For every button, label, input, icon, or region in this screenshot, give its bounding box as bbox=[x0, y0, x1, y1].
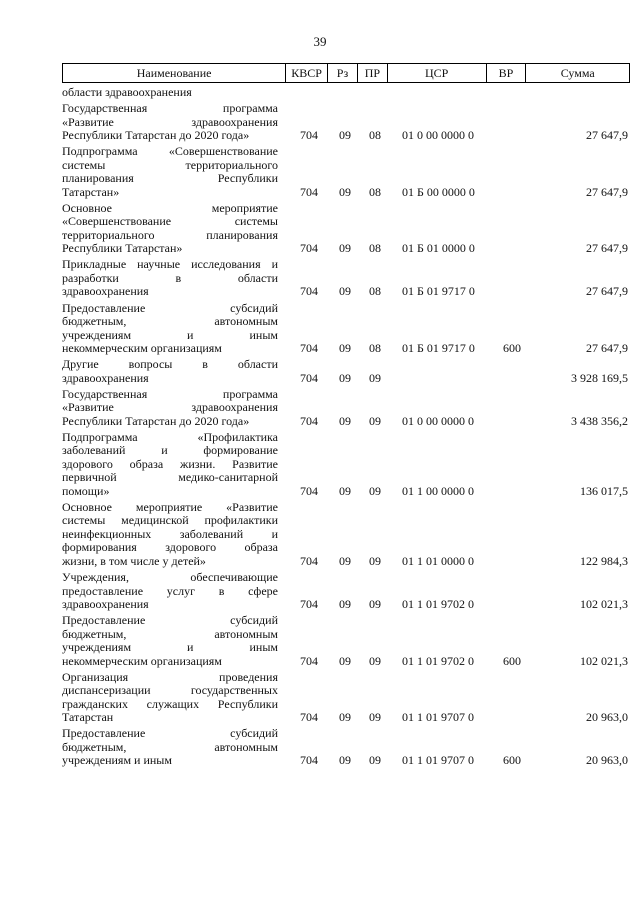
row-name-line: неинфекционных заболеваний и bbox=[62, 526, 278, 541]
row-name-line: Государственная программа bbox=[62, 386, 278, 401]
row-name bbox=[62, 571, 278, 612]
row-sum: 27 647,9 bbox=[586, 184, 628, 199]
header-name: Наименование bbox=[63, 64, 286, 82]
row-name-line: Другие вопросы в области bbox=[62, 357, 278, 372]
row-kvsr: 704 bbox=[300, 370, 318, 385]
row-name-line: Прикладные научные исследования и bbox=[62, 257, 278, 272]
row-name-line: бюджетным, автономным bbox=[62, 739, 278, 754]
row-rz: 09 bbox=[339, 710, 351, 725]
row-csr: 01 0 00 0000 0 bbox=[402, 128, 474, 143]
row-name-line: территориального планирования bbox=[62, 227, 278, 242]
row-rz: 09 bbox=[339, 341, 351, 355]
row-sum: 20 963,0 bbox=[586, 710, 628, 725]
row-name-line: Республики Татарстан до 2020 года» bbox=[62, 128, 250, 143]
row-name bbox=[62, 431, 278, 499]
row-pr: 09 bbox=[369, 710, 381, 725]
row-sum: 102 021,3 bbox=[580, 597, 628, 611]
row-csr: 01 1 01 9702 0 bbox=[402, 597, 474, 611]
row-name-line: Учреждения, обеспечивающие bbox=[62, 570, 278, 584]
row-name-line: Подпрограмма «Профилактика bbox=[62, 429, 278, 444]
row-sum: 27 647,9 bbox=[586, 284, 628, 299]
row-sum: 27 647,9 bbox=[586, 128, 628, 143]
row-sum: 136 017,5 bbox=[580, 483, 628, 498]
row-name-line: Предоставление субсидий bbox=[62, 613, 278, 628]
row-kvsr: 704 bbox=[300, 553, 318, 568]
row-name bbox=[62, 145, 278, 199]
row-sum: 3 928 169,5 bbox=[571, 370, 628, 385]
row-name bbox=[62, 258, 278, 299]
row-name-line: некоммерческим организациям bbox=[62, 341, 222, 355]
row-name-line: некоммерческим организациям bbox=[62, 653, 222, 668]
row-csr: 01 1 01 9707 0 bbox=[402, 753, 474, 768]
row-name-line: помощи» bbox=[62, 483, 110, 498]
row-name-line: жизни, в том числе у детей» bbox=[62, 553, 206, 568]
row-name-line: здравоохранения bbox=[62, 284, 149, 299]
row-pr: 08 bbox=[369, 341, 381, 355]
header-kvsr: КВСР bbox=[286, 64, 328, 82]
row-csr: 01 1 00 0000 0 bbox=[402, 483, 474, 498]
table-row bbox=[62, 86, 630, 100]
row-rz: 09 bbox=[339, 413, 351, 428]
row-name-line: области здравоохранения bbox=[62, 85, 192, 99]
row-rz: 09 bbox=[339, 184, 351, 199]
row-pr: 09 bbox=[369, 753, 381, 768]
table-row bbox=[62, 145, 630, 199]
row-name bbox=[62, 614, 278, 668]
row-name bbox=[62, 388, 278, 429]
row-name-line: предоставление услуг в сфере bbox=[62, 583, 278, 598]
table-row bbox=[62, 614, 630, 668]
row-name-line: Республики Татарстан до 2020 года» bbox=[62, 413, 250, 428]
row-name-line: «Развитие здравоохранения bbox=[62, 400, 278, 415]
row-kvsr: 704 bbox=[300, 284, 318, 299]
row-rz: 09 bbox=[339, 241, 351, 256]
row-vr: 600 bbox=[503, 653, 521, 668]
row-name-line: системы медицинской профилактики bbox=[62, 513, 278, 528]
row-name bbox=[62, 501, 278, 569]
row-pr: 09 bbox=[369, 483, 381, 498]
row-name-line: «Развитие здравоохранения bbox=[62, 114, 278, 129]
row-rz: 09 bbox=[339, 128, 351, 143]
row-rz: 09 bbox=[339, 284, 351, 299]
row-kvsr: 704 bbox=[300, 483, 318, 498]
row-name-line: Предоставление субсидий bbox=[62, 300, 278, 315]
row-vr: 600 bbox=[503, 753, 521, 768]
row-pr: 09 bbox=[369, 653, 381, 668]
table-row bbox=[62, 102, 630, 143]
row-name-line: бюджетным, автономным bbox=[62, 626, 278, 641]
header-rz: Рз bbox=[328, 64, 358, 82]
row-name bbox=[62, 358, 278, 385]
row-name-line: Татарстан» bbox=[62, 184, 120, 199]
row-name-line: Основное мероприятие bbox=[62, 200, 278, 215]
row-csr: 01 0 00 0000 0 bbox=[402, 413, 474, 428]
table-row bbox=[62, 302, 630, 356]
row-name-line: системы территориального bbox=[62, 157, 278, 172]
row-pr: 08 bbox=[369, 284, 381, 299]
row-kvsr: 704 bbox=[300, 597, 318, 611]
row-rz: 09 bbox=[339, 597, 351, 611]
row-pr: 09 bbox=[369, 413, 381, 428]
row-name-line: учреждениям и иным bbox=[62, 327, 278, 342]
row-rz: 09 bbox=[339, 553, 351, 568]
row-name bbox=[62, 727, 278, 768]
row-name-line: «Совершенствование системы bbox=[62, 214, 278, 229]
row-kvsr: 704 bbox=[300, 653, 318, 668]
row-name-line: Подпрограмма «Совершенствование bbox=[62, 144, 278, 159]
row-csr: 01 1 01 9702 0 bbox=[402, 653, 474, 668]
table-row bbox=[62, 671, 630, 725]
row-csr: 01 1 01 9707 0 bbox=[402, 710, 474, 725]
row-sum: 20 963,0 bbox=[586, 753, 628, 768]
row-name-line: здравоохранения bbox=[62, 370, 149, 385]
row-sum: 27 647,9 bbox=[586, 241, 628, 256]
table-row bbox=[62, 202, 630, 256]
row-pr: 09 bbox=[369, 553, 381, 568]
row-name-line: учреждениям и иным bbox=[62, 753, 172, 768]
row-rz: 09 bbox=[339, 753, 351, 768]
table-header bbox=[62, 63, 630, 83]
row-name-line: Республики Татарстан» bbox=[62, 241, 183, 256]
row-pr: 09 bbox=[369, 597, 381, 611]
row-name-line: здорового образа жизни. Развитие bbox=[62, 456, 278, 471]
header-vr: ВР bbox=[487, 64, 527, 82]
row-csr: 01 Б 01 0000 0 bbox=[402, 241, 475, 256]
row-rz: 09 bbox=[339, 483, 351, 498]
header-pr: ПР bbox=[358, 64, 388, 82]
row-pr: 08 bbox=[369, 241, 381, 256]
row-rz: 09 bbox=[339, 653, 351, 668]
row-csr: 01 Б 00 0000 0 bbox=[402, 184, 475, 199]
row-kvsr: 704 bbox=[300, 241, 318, 256]
table-row bbox=[62, 358, 630, 385]
row-sum: 3 438 356,2 bbox=[571, 413, 628, 428]
table-row bbox=[62, 501, 630, 569]
row-name-line: учреждениям и иным bbox=[62, 640, 278, 655]
table-row bbox=[62, 727, 630, 768]
row-name-line: Татарстан bbox=[62, 710, 114, 725]
row-name-line: бюджетным, автономным bbox=[62, 314, 278, 328]
row-name-line: здравоохранения bbox=[62, 597, 149, 611]
row-name bbox=[62, 86, 278, 100]
row-pr: 09 bbox=[369, 370, 381, 385]
row-name-line: Основное мероприятие «Развитие bbox=[62, 499, 278, 514]
row-kvsr: 704 bbox=[300, 710, 318, 725]
table-row bbox=[62, 388, 630, 429]
row-csr: 01 1 01 0000 0 bbox=[402, 553, 474, 568]
row-csr: 01 Б 01 9717 0 bbox=[402, 341, 475, 355]
row-kvsr: 704 bbox=[300, 413, 318, 428]
row-kvsr: 704 bbox=[300, 128, 318, 143]
row-sum: 122 984,3 bbox=[580, 553, 628, 568]
row-name-line: разработки в области bbox=[62, 270, 278, 285]
row-kvsr: 704 bbox=[300, 341, 318, 355]
row-name bbox=[62, 302, 278, 356]
row-name bbox=[62, 102, 278, 143]
row-kvsr: 704 bbox=[300, 753, 318, 768]
row-csr: 01 Б 01 9717 0 bbox=[402, 284, 475, 299]
row-kvsr: 704 bbox=[300, 184, 318, 199]
row-name-line: Предоставление субсидий bbox=[62, 726, 278, 741]
table-row bbox=[62, 571, 630, 612]
table-row bbox=[62, 431, 630, 499]
row-pr: 08 bbox=[369, 128, 381, 143]
row-rz: 09 bbox=[339, 370, 351, 385]
header-csr: ЦСР bbox=[388, 64, 487, 82]
row-sum: 27 647,9 bbox=[586, 341, 628, 355]
row-vr: 600 bbox=[503, 341, 521, 355]
page-number: 39 bbox=[313, 34, 327, 49]
row-name-line: гражданских служащих Республики bbox=[62, 696, 278, 711]
row-sum: 102 021,3 bbox=[580, 653, 628, 668]
row-name-line: первичной медико-санитарной bbox=[62, 470, 278, 485]
row-name-line: диспансеризации государственных bbox=[62, 683, 278, 698]
row-name-line: заболеваний и формирование bbox=[62, 443, 278, 458]
row-pr: 08 bbox=[369, 184, 381, 199]
row-name-line: Государственная программа bbox=[62, 101, 278, 116]
row-name-line: Организация проведения bbox=[62, 669, 278, 684]
header-sum: Сумма bbox=[560, 65, 595, 80]
row-name bbox=[62, 202, 278, 256]
row-name-line: формирования здорового образа bbox=[62, 540, 278, 555]
table-row bbox=[62, 258, 630, 299]
row-name bbox=[62, 671, 278, 725]
row-name-line: планирования Республики bbox=[62, 171, 278, 186]
